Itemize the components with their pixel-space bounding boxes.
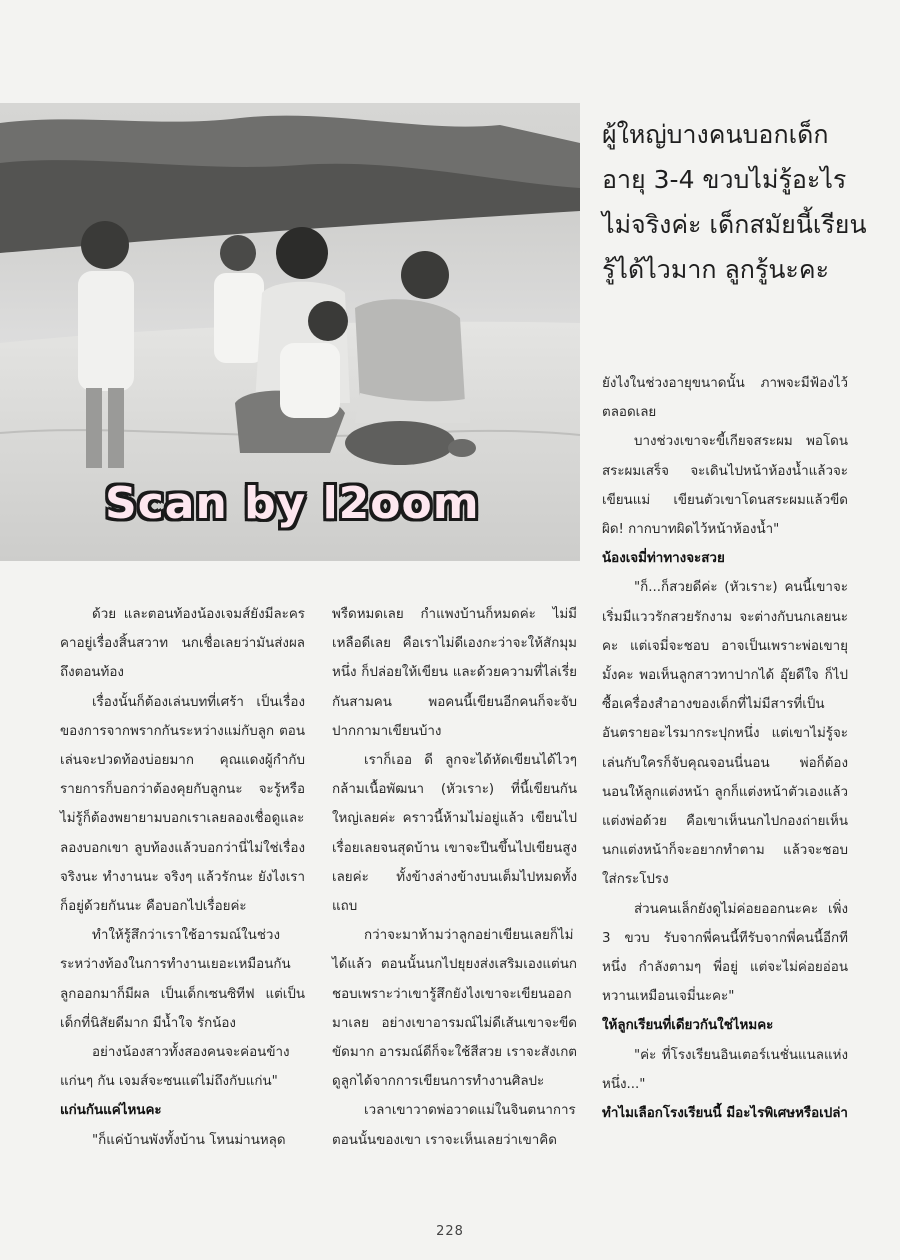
interview-question: ทำไมเลือกโรงเรียนนี้ มีอะไรพิเศษหรือเปล่า: [602, 1106, 848, 1122]
article-column-3: [602, 369, 848, 1128]
body-paragraph: เรื่องนั้นก็ต้องเล่นบทที่เศร้า เป็นเรื่องของการจากพรากกันระหว่างแม่กับลูก ตอนเล่นจะปวดท้องบ่อยมาก คุณแดงผู้กำกับรายการก็บอกว่าต้องคุยกับลูกนะ จะรู้หรือไม่รู้ก็ต้องพยายามบอกเราเลยลองเชื่อดูและลองบอกเขา ลูบท้องแล้วบอกว่านี่ไม่ใช่เรื่องจริงนะ ทำงานนะ จริงๆ แล้วรักนะ ยังไงเราก็อยู่ด้วยกันนะ คือบอกไปเรื่อยค่ะ: [60, 694, 305, 915]
body-paragraph: เวลาเขาวาดพ่อวาดแม่ในจินตนาการตอนนั้นของเขา เราจะเห็นเลยว่าเขาคิด: [332, 1103, 576, 1148]
body-paragraph: "ค่ะ ที่โรงเรียนอินเตอร์เนชั่นแนลแห่งหนึ่ง...": [602, 1047, 848, 1092]
body-paragraph: ทำให้รู้สึกว่าเราใช้อารมณ์ในช่วงระหว่างท้องในการทำงานเยอะเหมือนกัน ลูกออกมาก็มีผล เป็นเด็กเซนซิทีฟ แต่เป็นเด็กที่นิสัยดีมาก มีน้ำใจ รักน้อง: [60, 928, 305, 1031]
body-paragraph: ยังไงในช่วงอายุขนาดนั้น ภาพจะมีฟ้องไว้ตลอดเลย: [602, 376, 848, 421]
pull-quote-headline: ผู้ใหญ่บางคนบอกเด็กอายุ 3-4 ขวบไม่รู้อะไร ไม่จริงค่ะ เด็กสมัยนี้เรียนรู้ได้ไวมาก ลูกรู้นะคะ: [602, 120, 867, 284]
body-paragraph: "ก็แค่บ้านพังทั้งบ้าน โหนม่านหลุด: [92, 1132, 286, 1148]
interview-question: แก่นกันแค่ไหนคะ: [60, 1103, 162, 1119]
body-paragraph: กว่าจะมาห้ามว่าลูกอย่าเขียนเลยก็ไม่ได้แล้ว ตอนนั้นนกไปยุยงส่งเสริมเองแต่นกชอบเพราะว่าเขารู้สึกยังไงเขาจะเขียนออกมาเลย อย่างเขาอารมณ์ไม่ดีเส้นเขาจะขีดขัดมาก อารมณ์ดีก็จะใช้สีสวย เราจะสังเกตดูลูกได้จากการเขียนการทำงานศิลปะ: [332, 928, 577, 1090]
body-paragraph: เราก็เออ ดี ลูกจะได้หัดเขียนได้ไวๆ กล้ามเนื้อพัฒนา (หัวเราะ) ที่นี้เขียนกันใหญ่เลยค่ะ คราวนี้ห้ามไม่อยู่แล้ว เขียนไปเรื่อยเลยจนสุดบ้าน เขาจะปีนขึ้นไปเขียนสูงเลยค่ะ ทั้งข้างล่างข้างบนเต็มไปหมดทั้งแถบ: [332, 753, 577, 915]
page-number: 228: [436, 1224, 464, 1239]
interview-question: น้องเจมี่ท่าทางจะสวย: [602, 551, 725, 567]
body-paragraph: "ก็...ก็สวยดีค่ะ (หัวเราะ) คนนี้เขาจะเริ่มมีแววรักสวยรักงาม จะต่างกับนกเลยนะคะ แต่เจมี่จะชอบ อาจเป็นเพราะพ่อเขายุมั้งคะ พอเห็นลูกสาวทาปากได้ อุ๊ยดีใจ ก็ไปซื้อเครื่องสำอางของเด็กที่ไม่มีสารที่เป็นอันตรายอะไรมากระปุกหนึ่ง แต่เขาไม่รู้จะเล่นกับใครก็จับคุณจอนนี่นอน พ่อก็ต้องนอนให้ลูกแต่งหน้า ลูกก็แต่งหน้าตัวเองแล้วแต่งพ่อด้วย คือเขาเห็นนกไปกองถ่ายเห็นนกแต่งหน้าก็จะอยากทำตาม แล้วจะชอบใส่กระโปรง: [602, 580, 848, 888]
body-paragraph: ด้วย และตอนท้องน้องเจมส์ยังมีละครคาอยู่เรื่องสิ้นสวาท นกเชื่อเลยว่ามันส่งผลถึงตอนท้อง: [60, 607, 305, 681]
body-paragraph: บางช่วงเขาจะขี้เกียจสระผม พอโดนสระผมเสร็จ จะเดินไปหน้าห้องน้ำแล้วจะเขียนแม่ เขียนตัวเขาโดนสระผมแล้วขีดผิด! กากบาทผิดไว้หน้าห้องน้ำ": [602, 434, 848, 538]
article-column-1: [60, 600, 305, 1155]
interview-question: ให้ลูกเรียนที่เดียวกันใช่ไหมคะ: [602, 1018, 774, 1034]
scan-watermark: Scan by l2oom: [105, 478, 480, 529]
body-paragraph: พรืดหมดเลย กำแพงบ้านก็หมดค่ะ ไม่มีเหลือดีเลย คือเราไม่ดีเองกะว่าจะให้สักมุมหนึ่ง ก็ปล่อยให้เขียน และด้วยความที่ไล่เรี่ยกันสามคน พอคนนี้เขียนอีกคนก็จะจับปากกามาเขียนบ้าง: [332, 607, 577, 739]
body-paragraph: ส่วนคนเล็กยังดูไม่ค่อยออกนะคะ เพิ่ง 3 ขวบ รับจากพี่คนนี้ทีรับจากพี่คนนี้อีกทีหนึ่ง กำลังตามๆ พี่อยู่ แต่จะไม่ค่อยอ่อนหวานเหมือนเจมี่นะคะ": [602, 901, 848, 1005]
body-paragraph: อย่างน้องสาวทั้งสองคนจะค่อนข้างแก่นๆ กัน เจมส์จะซนแต่ไม่ถึงกับแก่น": [60, 1045, 290, 1090]
article-column-2: [332, 600, 577, 1155]
